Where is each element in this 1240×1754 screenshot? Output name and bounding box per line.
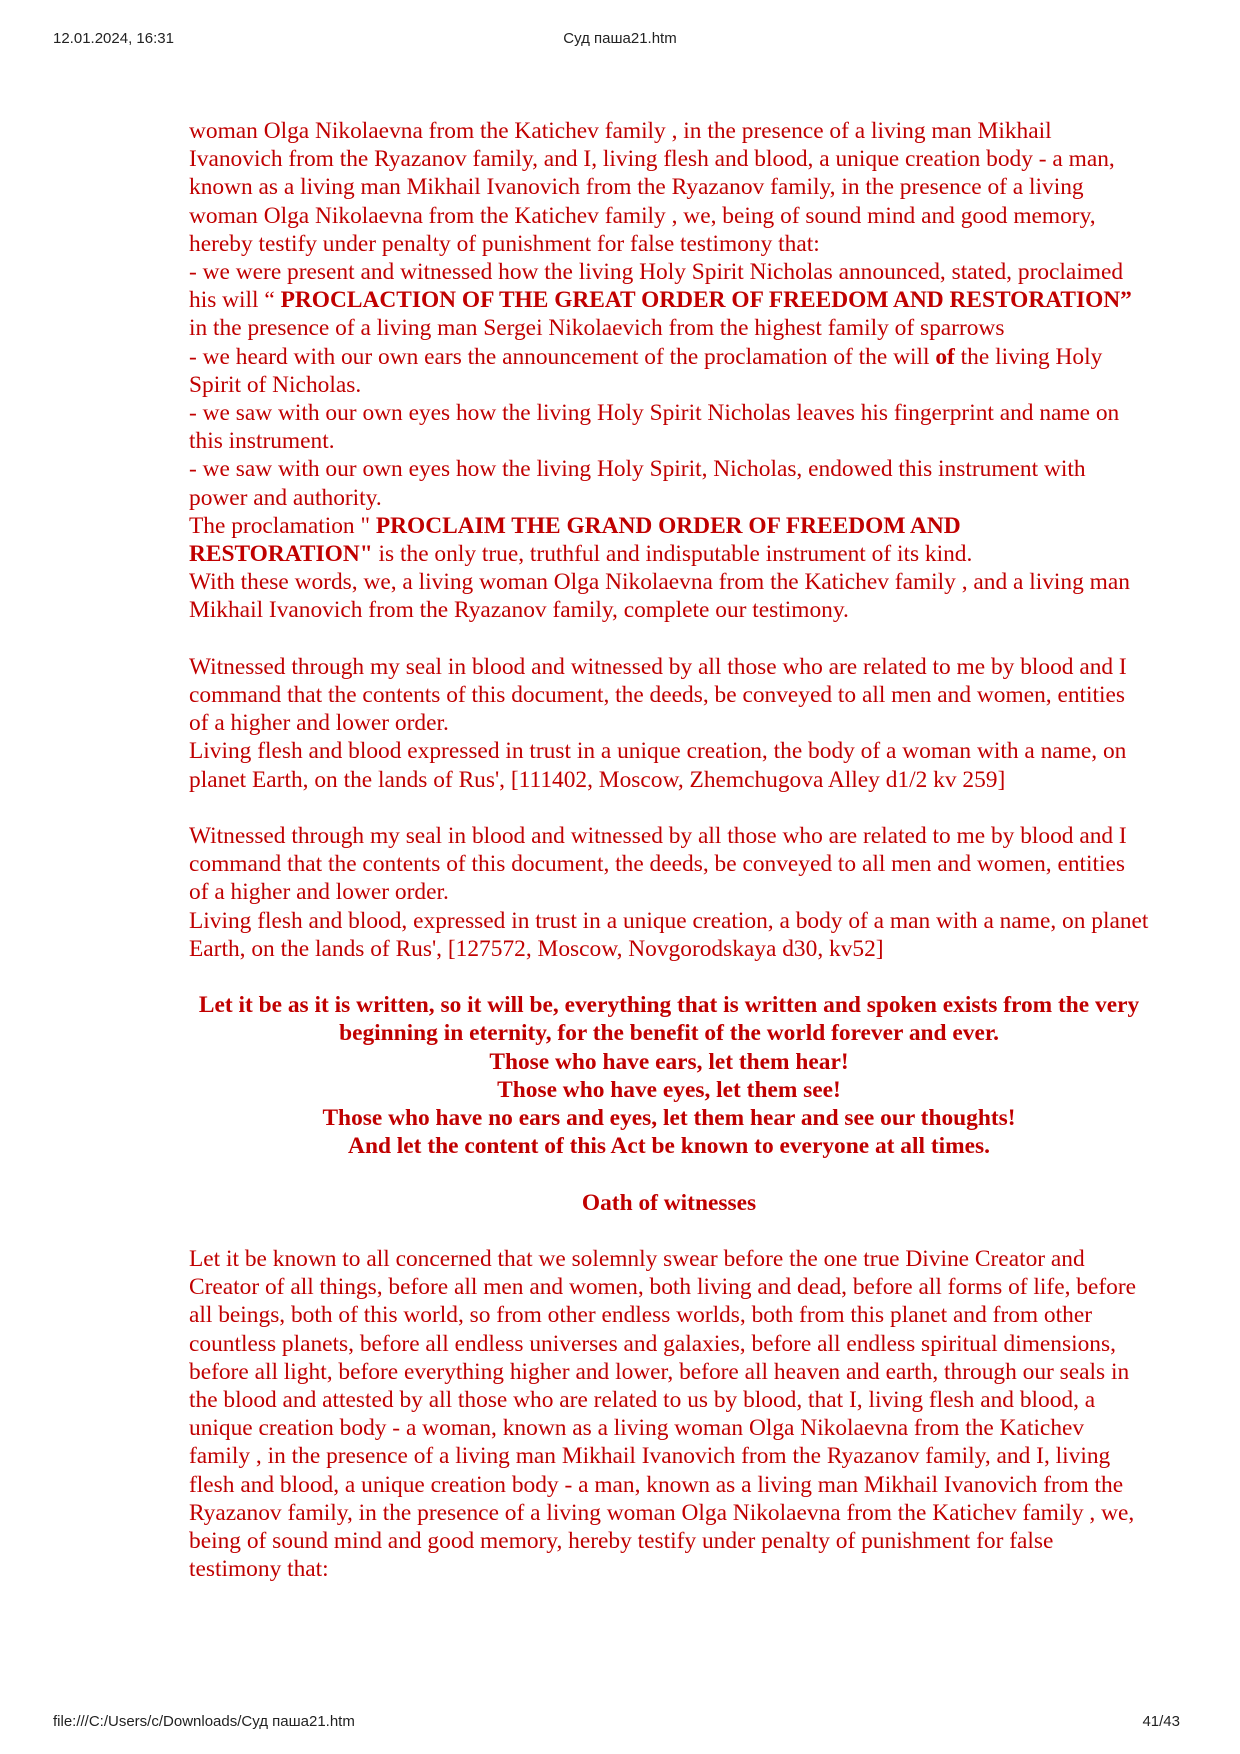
intro-paragraph: woman Olga Nikolaevna from the Katichev family , in the presence of a living man Mikhail Ivanovich from the Ryazanov family, and I, living flesh and blood, a unique creation body - a man, known as a living man Mikhail Ivanovich from the Ryazanov family, in the presence of a living woman Olga Nikolaevna from the Katichev family , we, being of sound mind and good memory, hereby testify under penalty of punishment for false testimony that: bbox=[189, 118, 1115, 257]
document-body bbox=[189, 117, 1149, 1583]
closing-line: Let it be as it is written, so it will be, everything that is written and spoken exists from the very beginning in eternity, for the benefit of the world forever and ever. bbox=[198, 992, 1140, 1047]
print-datetime: 12.01.2024, 16:31 bbox=[53, 30, 174, 47]
print-title: Суд паша21.htm bbox=[563, 30, 677, 47]
seal-paragraph-2: Witnessed through my seal in blood and witnessed by all those who are related to me by blood and I command that the contents of this document, the deeds, be conveyed to all men and women, entities of a higher and lower order. bbox=[189, 823, 1127, 906]
testimony-item-2: - we heard with our own ears the announcement of the proclamation of the will of the living Holy Spirit of Nicholas. bbox=[189, 343, 1103, 398]
testimony-complete: With these words, we, a living woman Olga Nikolaevna from the Katichev family , and a living man Mikhail Ivanovich from the Ryazanov family, complete our testimony. bbox=[189, 569, 1130, 624]
oath-paragraph: Let it be known to all concerned that we solemnly swear before the one true Divine Creator and Creator of all things, before all men and women, both living and dead, before all forms of life, before all beings, both of this world, so from other endless worlds, both from this planet and from other countless planets, before all endless universes and galaxies, before all endless spiritual dimensions, before all light, before everything higher and lower, before all heaven and earth, through our seals in the blood and attested by all those who are related to us by blood, that I, living flesh and blood, a unique creation body - a woman, known as a living woman Olga Nikolaevna from the Katichev family , in the presence of a living man Mikhail Ivanovich from the Ryazanov family, and I, living flesh and blood, a unique creation body - a man, known as a living man Mikhail Ivanovich from the Ryazanov family, in the presence of a living woman Olga Nikolaevna from the Katichev family , we, being of sound mind and good memory, hereby testify under penalty of punishment for false testimony that: bbox=[189, 1246, 1137, 1583]
closing-line: Those who have eyes, let them see! bbox=[497, 1076, 841, 1103]
testimony-item-4: - we saw with our own eyes how the living Holy Spirit, Nicholas, endowed this instrument with power and authority. bbox=[189, 456, 1086, 511]
proclamation-statement: The proclamation " PROCLAIM THE GRAND ORDER OF FREEDOM AND RESTORATION" is the only true, truthful and indisputable instrument of its kind. bbox=[189, 512, 973, 568]
oath-heading: Oath of witnesses bbox=[581, 1189, 757, 1216]
living-address-1: Living flesh and blood expressed in trust in a unique creation, the body of a woman with a name, on planet Earth, on the lands of Rus', [111402, Moscow, Zhemchugova Alley d1/2 kv 259] bbox=[189, 738, 1127, 793]
testimony-item-1: - we were present and witnessed how the living Holy Spirit Nicholas announced, stated, proclaimed his will “ PROCLACTION OF THE GREAT ORDER OF FREEDOM AND RESTORATION” in the presence of a living man Sergei Nikolaevich from the highest family of sparrows bbox=[189, 259, 1132, 342]
file-path: file:///C:/Users/c/Downloads/Суд паша21.htm bbox=[53, 1713, 355, 1730]
testimony-item-3: - we saw with our own eyes how the living Holy Spirit Nicholas leaves his fingerprint and name on this instrument. bbox=[189, 400, 1120, 455]
closing-line: Those who have ears, let them hear! bbox=[489, 1048, 849, 1075]
closing-line: Those who have no ears and eyes, let them hear and see our thoughts! bbox=[322, 1105, 1016, 1132]
closing-declaration bbox=[189, 991, 1149, 1160]
living-address-2: Living flesh and blood, expressed in trust in a unique creation, a body of a man with a name, on planet Earth, on the lands of Rus', [127572, Moscow, Novgorodskaya d30, kv52] bbox=[189, 907, 1149, 962]
closing-line: And let the content of this Act be known to everyone at all times. bbox=[348, 1133, 990, 1160]
page-number: 41/43 bbox=[1142, 1713, 1180, 1730]
seal-paragraph-1: Witnessed through my seal in blood and witnessed by all those who are related to me by blood and I command that the contents of this document, the deeds, be conveyed to all men and women, entities of a higher and lower order. bbox=[189, 653, 1127, 737]
